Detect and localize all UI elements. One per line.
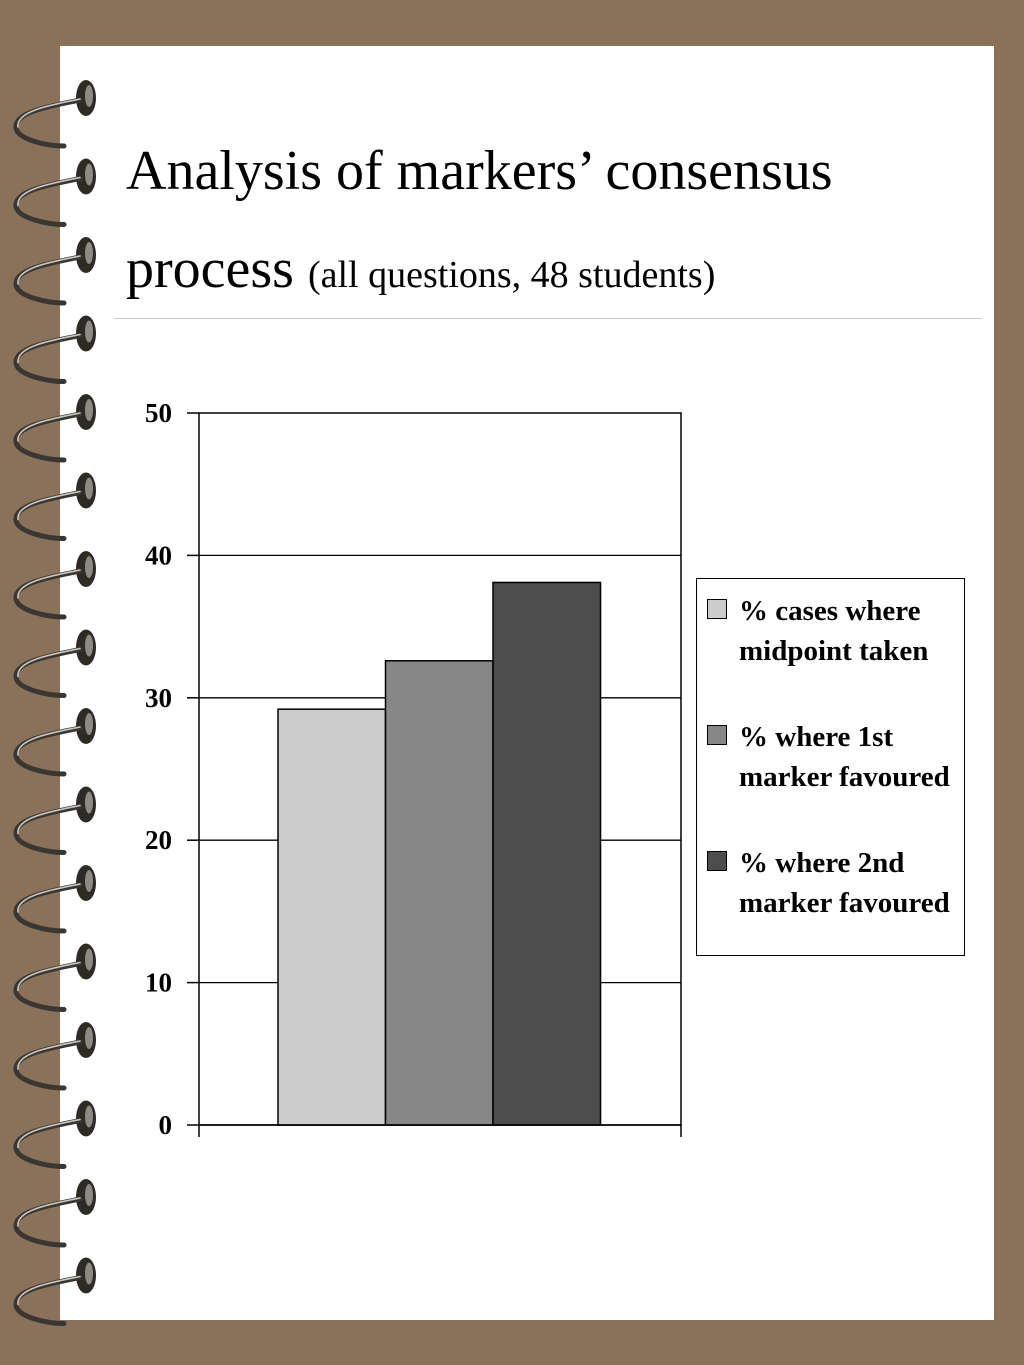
bars xyxy=(278,582,601,1125)
legend-label-midpoint: % cases where midpoint taken xyxy=(739,595,929,667)
title-subtitle: (all questions, 48 students) xyxy=(307,254,716,296)
y-tick-label: 10 xyxy=(145,967,172,998)
title-main: Analysis of markers’ consensus xyxy=(126,140,833,202)
legend-label-second-marker: % where 2nd marker favoured xyxy=(739,847,950,919)
y-tick-label: 40 xyxy=(145,540,172,571)
bar-1 xyxy=(278,709,386,1125)
y-tick-label: 50 xyxy=(145,398,172,428)
legend-swatch-second-marker xyxy=(707,851,727,871)
chart-legend xyxy=(696,578,965,956)
legend-label-first-marker: % where 1st marker favoured xyxy=(739,721,950,793)
y-tick-label: 0 xyxy=(158,1110,172,1140)
y-ticks xyxy=(145,398,199,1140)
legend-swatch-midpoint xyxy=(707,599,727,619)
y-tick-label: 30 xyxy=(145,682,172,713)
y-tick-label: 20 xyxy=(145,825,172,856)
title-line2: process xyxy=(126,238,294,300)
legend-swatch-first-marker xyxy=(707,725,727,745)
bar-2 xyxy=(386,661,494,1125)
bar-3 xyxy=(493,582,601,1125)
